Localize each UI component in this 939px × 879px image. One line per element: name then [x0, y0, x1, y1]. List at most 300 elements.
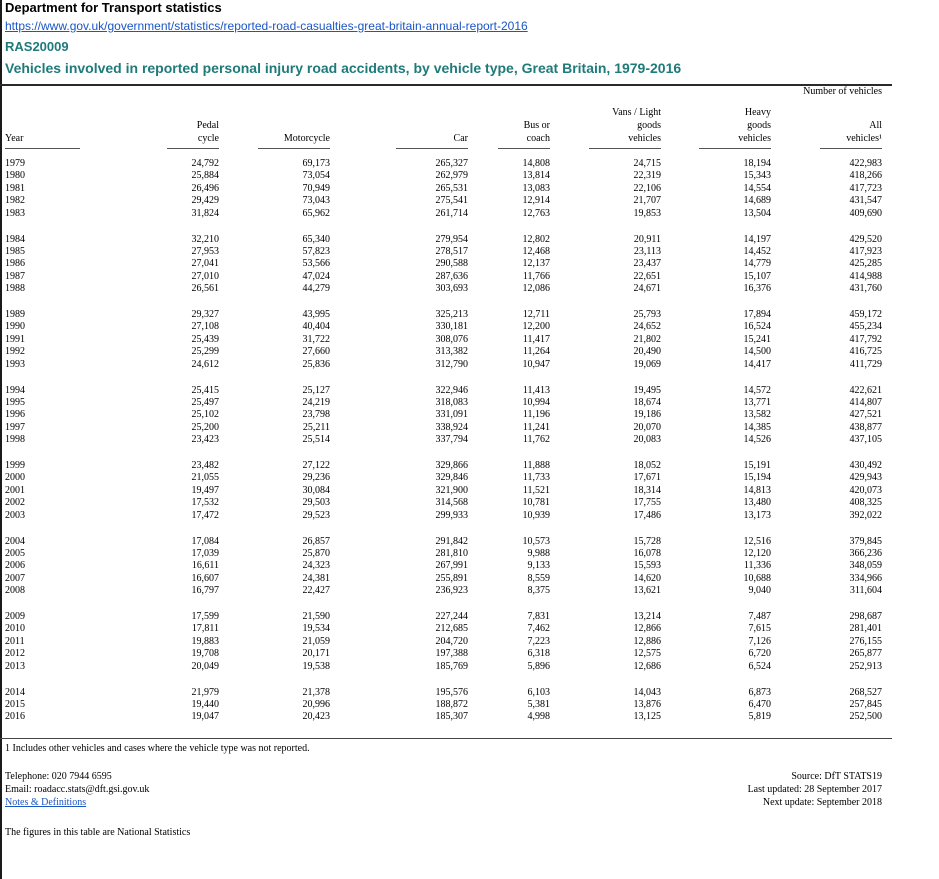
value-cell: 392,022 [849, 509, 882, 521]
value-cell: 14,417 [743, 358, 771, 370]
value-cell: 6,470 [748, 698, 771, 710]
value-cell: 16,607 [191, 572, 219, 584]
value-cell: 23,113 [633, 245, 661, 257]
value-cell: 9,040 [748, 585, 771, 597]
year-cell: 2005 [5, 547, 25, 559]
column-header-7-line-1: vehicles¹ [846, 133, 882, 144]
value-cell: 16,797 [191, 585, 219, 597]
value-cell: 334,966 [849, 572, 882, 584]
value-cell: 204,720 [435, 635, 468, 647]
value-cell: 12,686 [633, 660, 661, 672]
value-cell: 23,482 [191, 460, 219, 471]
value-cell: 12,120 [743, 547, 771, 559]
table-title: Vehicles involved in reported personal injury road accidents, by vehicle type, Great Britain, 1979-2016 [5, 60, 682, 76]
value-cell: 13,480 [743, 497, 771, 509]
year-cell: 1993 [5, 358, 25, 370]
value-cell: 47,024 [302, 270, 330, 282]
value-cell: 40,404 [302, 321, 330, 333]
column-header-5-line-1: goods [637, 120, 661, 131]
value-cell: 11,264 [522, 346, 550, 358]
column-header-5-line-0: Vans / Light [612, 107, 661, 118]
value-cell: 265,531 [435, 182, 468, 194]
table-row [0, 559, 892, 572]
value-cell: 25,884 [191, 170, 219, 182]
value-cell: 24,381 [302, 572, 330, 584]
value-cell: 27,953 [191, 245, 219, 257]
value-cell: 27,122 [302, 460, 330, 471]
value-cell: 14,452 [743, 245, 771, 257]
value-cell: 9,988 [527, 547, 550, 559]
value-cell: 27,041 [191, 258, 219, 270]
value-cell: 16,611 [191, 560, 219, 572]
column-header-6-line-2: vehicles [738, 133, 771, 144]
value-cell: 14,554 [743, 182, 771, 194]
value-cell: 348,059 [849, 560, 882, 572]
value-cell: 15,191 [743, 460, 771, 471]
year-cell: 1996 [5, 409, 25, 421]
value-cell: 11,733 [522, 472, 550, 484]
table-row [0, 535, 892, 548]
footnote: 1 Includes other vehicles and cases where the vehicle type was not reported. [5, 743, 310, 754]
year-cell: 2015 [5, 698, 25, 710]
value-cell: 431,760 [849, 283, 882, 295]
column-header-1-line-0: Pedal [196, 120, 219, 131]
value-cell: 25,200 [191, 421, 219, 433]
value-cell: 26,857 [302, 535, 330, 547]
table-row [0, 421, 892, 434]
table-row [0, 333, 892, 346]
value-cell: 322,946 [435, 384, 468, 396]
table-row [0, 308, 892, 321]
value-cell: 12,200 [522, 321, 550, 333]
table-row [0, 610, 892, 623]
notes-definitions-link[interactable]: Notes & Definitions [5, 797, 87, 808]
value-cell: 5,819 [748, 711, 771, 723]
value-cell: 437,105 [849, 434, 882, 446]
value-cell: 411,729 [849, 358, 882, 370]
value-cell: 14,689 [743, 195, 771, 207]
telephone: Telephone: 020 7944 6595 [5, 771, 112, 782]
table-row [0, 660, 892, 673]
value-cell: 17,039 [191, 547, 219, 559]
column-header-3-line-0: Car [453, 133, 468, 144]
column-header-underline [5, 148, 80, 149]
value-cell: 20,490 [633, 346, 661, 358]
year-cell: 1984 [5, 233, 25, 245]
value-cell: 29,523 [302, 509, 330, 521]
year-cell: 2010 [5, 623, 25, 635]
value-cell: 24,715 [633, 158, 661, 169]
table-row [0, 584, 892, 597]
value-cell: 13,582 [743, 409, 771, 421]
header-divider [0, 84, 892, 86]
value-cell: 7,831 [527, 611, 550, 622]
value-cell: 8,375 [527, 585, 550, 597]
value-cell: 15,343 [743, 170, 771, 182]
value-cell: 303,693 [435, 283, 468, 295]
value-cell: 44,279 [302, 283, 330, 295]
value-cell: 15,728 [633, 535, 661, 547]
value-cell: 13,621 [633, 585, 661, 597]
year-cell: 1990 [5, 321, 25, 333]
value-cell: 24,652 [633, 321, 661, 333]
next-update: Next update: September 2018 [762, 797, 882, 808]
value-cell: 26,496 [191, 182, 219, 194]
column-header-4-line-0: Bus or [523, 120, 550, 131]
value-cell: 25,497 [191, 396, 219, 408]
value-cell: 70,949 [302, 182, 330, 194]
value-cell: 5,381 [527, 698, 550, 710]
value-cell: 14,779 [743, 258, 771, 270]
table-bottom-divider [0, 738, 892, 739]
table-row [0, 647, 892, 660]
value-cell: 12,914 [522, 195, 550, 207]
value-cell: 9,133 [527, 560, 550, 572]
last-updated: Last updated: 28 September 2017 [747, 784, 882, 795]
year-cell: 1979 [5, 158, 25, 169]
value-cell: 29,327 [191, 309, 219, 320]
value-cell: 19,495 [633, 384, 661, 396]
value-cell: 15,107 [743, 270, 771, 282]
value-cell: 13,504 [743, 207, 771, 219]
value-cell: 13,173 [743, 509, 771, 521]
value-cell: 331,091 [435, 409, 468, 421]
table-row [0, 622, 892, 635]
value-cell: 18,194 [743, 158, 771, 169]
value-cell: 17,599 [191, 611, 219, 622]
value-cell: 11,766 [522, 270, 550, 282]
column-header-1-line-1: cycle [197, 133, 219, 144]
year-cell: 2001 [5, 484, 25, 496]
value-cell: 24,219 [302, 396, 330, 408]
table-row [0, 245, 892, 258]
column-header-underline [167, 148, 219, 149]
value-cell: 20,996 [302, 698, 330, 710]
value-cell: 24,671 [633, 283, 661, 295]
table-row [0, 496, 892, 509]
value-cell: 329,846 [435, 472, 468, 484]
value-cell: 8,559 [527, 572, 550, 584]
value-cell: 21,707 [633, 195, 661, 207]
value-cell: 459,172 [849, 309, 882, 320]
value-cell: 431,547 [849, 195, 882, 207]
email: Email: roadacc.stats@dft.gsi.gov.uk [5, 784, 150, 795]
value-cell: 19,186 [633, 409, 661, 421]
table-row [0, 157, 892, 170]
value-cell: 422,983 [849, 158, 882, 169]
value-cell: 455,234 [849, 321, 882, 333]
value-cell: 11,762 [522, 434, 550, 446]
value-cell: 10,688 [743, 572, 771, 584]
value-cell: 429,520 [849, 233, 882, 245]
value-cell: 17,486 [633, 509, 661, 521]
value-cell: 11,413 [522, 384, 550, 396]
value-cell: 276,155 [849, 635, 882, 647]
value-cell: 279,954 [435, 233, 468, 245]
value-cell: 16,524 [743, 321, 771, 333]
value-cell: 429,943 [849, 472, 882, 484]
year-cell: 1999 [5, 460, 25, 471]
value-cell: 275,541 [435, 195, 468, 207]
value-cell: 414,807 [849, 396, 882, 408]
table-row [0, 207, 892, 220]
value-cell: 312,790 [435, 358, 468, 370]
value-cell: 12,516 [743, 535, 771, 547]
table-row [0, 169, 892, 182]
value-cell: 212,685 [435, 623, 468, 635]
value-cell: 20,070 [633, 421, 661, 433]
table-row [0, 459, 892, 472]
year-cell: 2009 [5, 611, 25, 622]
value-cell: 11,336 [743, 560, 771, 572]
value-cell: 13,214 [633, 611, 661, 622]
table-row [0, 182, 892, 195]
value-cell: 57,823 [302, 245, 330, 257]
value-cell: 19,708 [191, 648, 219, 660]
value-cell: 14,620 [633, 572, 661, 584]
value-cell: 261,714 [435, 207, 468, 219]
table-row [0, 320, 892, 333]
value-cell: 188,872 [435, 698, 468, 710]
table-row [0, 384, 892, 397]
value-cell: 7,462 [527, 623, 550, 635]
value-cell: 338,924 [435, 421, 468, 433]
value-cell: 21,979 [191, 686, 219, 698]
value-cell: 23,423 [191, 434, 219, 446]
value-cell: 313,382 [435, 346, 468, 358]
value-cell: 185,307 [435, 711, 468, 723]
value-cell: 20,171 [302, 648, 330, 660]
year-cell: 2000 [5, 472, 25, 484]
column-header-2-line-0: Motorcycle [283, 133, 330, 144]
year-cell: 1983 [5, 207, 25, 219]
column-header-underline [820, 148, 882, 149]
value-cell: 281,401 [849, 623, 882, 635]
year-cell: 1988 [5, 283, 25, 295]
table-row [0, 233, 892, 246]
value-cell: 21,378 [302, 686, 330, 698]
value-cell: 14,043 [633, 686, 661, 698]
column-header-4-line-1: coach [526, 133, 550, 144]
year-cell: 2008 [5, 585, 25, 597]
value-cell: 23,437 [633, 258, 661, 270]
value-cell: 21,055 [191, 472, 219, 484]
value-cell: 21,590 [302, 611, 330, 622]
value-cell: 329,866 [435, 460, 468, 471]
value-cell: 25,102 [191, 409, 219, 421]
value-cell: 13,876 [633, 698, 661, 710]
year-cell: 1986 [5, 258, 25, 270]
value-cell: 24,612 [191, 358, 219, 370]
value-cell: 29,503 [302, 497, 330, 509]
value-cell: 425,285 [849, 258, 882, 270]
value-cell: 417,792 [849, 333, 882, 345]
value-cell: 16,376 [743, 283, 771, 295]
value-cell: 11,241 [522, 421, 550, 433]
value-cell: 11,417 [522, 333, 550, 345]
value-cell: 262,979 [435, 170, 468, 182]
value-cell: 19,069 [633, 358, 661, 370]
value-cell: 11,521 [522, 484, 550, 496]
value-cell: 10,994 [522, 396, 550, 408]
value-cell: 27,108 [191, 321, 219, 333]
table-row [0, 710, 892, 723]
value-cell: 43,995 [302, 309, 330, 320]
value-cell: 414,988 [849, 270, 882, 282]
year-cell: 2003 [5, 509, 25, 521]
value-cell: 6,720 [748, 648, 771, 660]
value-cell: 418,266 [849, 170, 882, 182]
units-note: Number of vehicles [803, 86, 882, 97]
value-cell: 19,440 [191, 698, 219, 710]
value-cell: 25,127 [302, 384, 330, 396]
value-cell: 13,125 [633, 711, 661, 723]
value-cell: 427,521 [849, 409, 882, 421]
value-cell: 19,538 [302, 660, 330, 672]
table-row [0, 345, 892, 358]
value-cell: 417,923 [849, 245, 882, 257]
value-cell: 65,340 [302, 233, 330, 245]
column-header-6-line-0: Heavy [744, 107, 771, 118]
value-cell: 252,500 [849, 711, 882, 723]
value-cell: 10,781 [522, 497, 550, 509]
value-cell: 19,853 [633, 207, 661, 219]
value-cell: 12,711 [522, 309, 550, 320]
value-cell: 379,845 [849, 535, 882, 547]
year-cell: 1994 [5, 384, 25, 396]
value-cell: 438,877 [849, 421, 882, 433]
value-cell: 10,573 [522, 535, 550, 547]
value-cell: 19,497 [191, 484, 219, 496]
value-cell: 65,962 [302, 207, 330, 219]
value-cell: 7,615 [748, 623, 771, 635]
value-cell: 314,568 [435, 497, 468, 509]
value-cell: 12,886 [633, 635, 661, 647]
value-cell: 17,532 [191, 497, 219, 509]
value-cell: 325,213 [435, 309, 468, 320]
table-row [0, 282, 892, 295]
value-cell: 321,900 [435, 484, 468, 496]
column-header-underline [498, 148, 550, 149]
value-cell: 16,078 [633, 547, 661, 559]
value-cell: 290,588 [435, 258, 468, 270]
table-row [0, 471, 892, 484]
value-cell: 25,415 [191, 384, 219, 396]
table-row [0, 484, 892, 497]
value-cell: 27,660 [302, 346, 330, 358]
value-cell: 6,318 [527, 648, 550, 660]
value-cell: 19,047 [191, 711, 219, 723]
value-cell: 20,083 [633, 434, 661, 446]
value-cell: 420,073 [849, 484, 882, 496]
table-row [0, 396, 892, 409]
value-cell: 265,877 [849, 648, 882, 660]
value-cell: 22,106 [633, 182, 661, 194]
value-cell: 18,314 [633, 484, 661, 496]
value-cell: 12,802 [522, 233, 550, 245]
value-cell: 5,896 [527, 660, 550, 672]
value-cell: 4,998 [527, 711, 550, 723]
value-cell: 17,472 [191, 509, 219, 521]
value-cell: 25,793 [633, 309, 661, 320]
value-cell: 430,492 [849, 460, 882, 471]
value-cell: 27,010 [191, 270, 219, 282]
value-cell: 12,137 [522, 258, 550, 270]
value-cell: 21,802 [633, 333, 661, 345]
value-cell: 21,059 [302, 635, 330, 647]
value-cell: 6,103 [527, 686, 550, 698]
value-cell: 416,725 [849, 346, 882, 358]
value-cell: 18,674 [633, 396, 661, 408]
value-cell: 278,517 [435, 245, 468, 257]
value-cell: 25,211 [302, 421, 330, 433]
table-row [0, 270, 892, 283]
year-cell: 2013 [5, 660, 25, 672]
year-cell: 2002 [5, 497, 25, 509]
value-cell: 17,755 [633, 497, 661, 509]
table-code: RAS20009 [5, 39, 69, 54]
value-cell: 11,888 [522, 460, 550, 471]
value-cell: 14,526 [743, 434, 771, 446]
table-row [0, 509, 892, 522]
value-cell: 14,500 [743, 346, 771, 358]
value-cell: 7,487 [748, 611, 771, 622]
value-cell: 30,084 [302, 484, 330, 496]
table-row [0, 547, 892, 560]
value-cell: 6,873 [748, 686, 771, 698]
value-cell: 12,866 [633, 623, 661, 635]
value-cell: 311,604 [849, 585, 882, 597]
year-cell: 1980 [5, 170, 25, 182]
source-url-link[interactable]: https://www.gov.uk/government/statistics/reported-road-casualties-great-britain-annual-report-2016 [5, 19, 528, 33]
value-cell: 26,561 [191, 283, 219, 295]
value-cell: 366,236 [849, 547, 882, 559]
value-cell: 17,894 [743, 309, 771, 320]
value-cell: 268,527 [849, 686, 882, 698]
value-cell: 22,427 [302, 585, 330, 597]
year-cell: 2016 [5, 711, 25, 723]
value-cell: 267,991 [435, 560, 468, 572]
department-name: Department for Transport statistics [5, 0, 222, 15]
value-cell: 15,593 [633, 560, 661, 572]
value-cell: 6,524 [748, 660, 771, 672]
value-cell: 19,534 [302, 623, 330, 635]
table-row [0, 257, 892, 270]
column-header-5-line-2: vehicles [628, 133, 661, 144]
value-cell: 23,798 [302, 409, 330, 421]
value-cell: 10,947 [522, 358, 550, 370]
value-cell: 53,566 [302, 258, 330, 270]
value-cell: 29,429 [191, 195, 219, 207]
value-cell: 20,049 [191, 660, 219, 672]
value-cell: 25,514 [302, 434, 330, 446]
table-row [0, 408, 892, 421]
table-row [0, 635, 892, 648]
value-cell: 257,845 [849, 698, 882, 710]
year-cell: 1989 [5, 309, 25, 320]
table-row [0, 433, 892, 446]
value-cell: 20,423 [302, 711, 330, 723]
value-cell: 11,196 [522, 409, 550, 421]
year-cell: 2011 [5, 635, 25, 647]
value-cell: 298,687 [849, 611, 882, 622]
year-cell: 1995 [5, 396, 25, 408]
value-cell: 73,043 [302, 195, 330, 207]
column-header-7-line-0: All [869, 120, 882, 131]
year-cell: 1985 [5, 245, 25, 257]
value-cell: 25,299 [191, 346, 219, 358]
value-cell: 252,913 [849, 660, 882, 672]
